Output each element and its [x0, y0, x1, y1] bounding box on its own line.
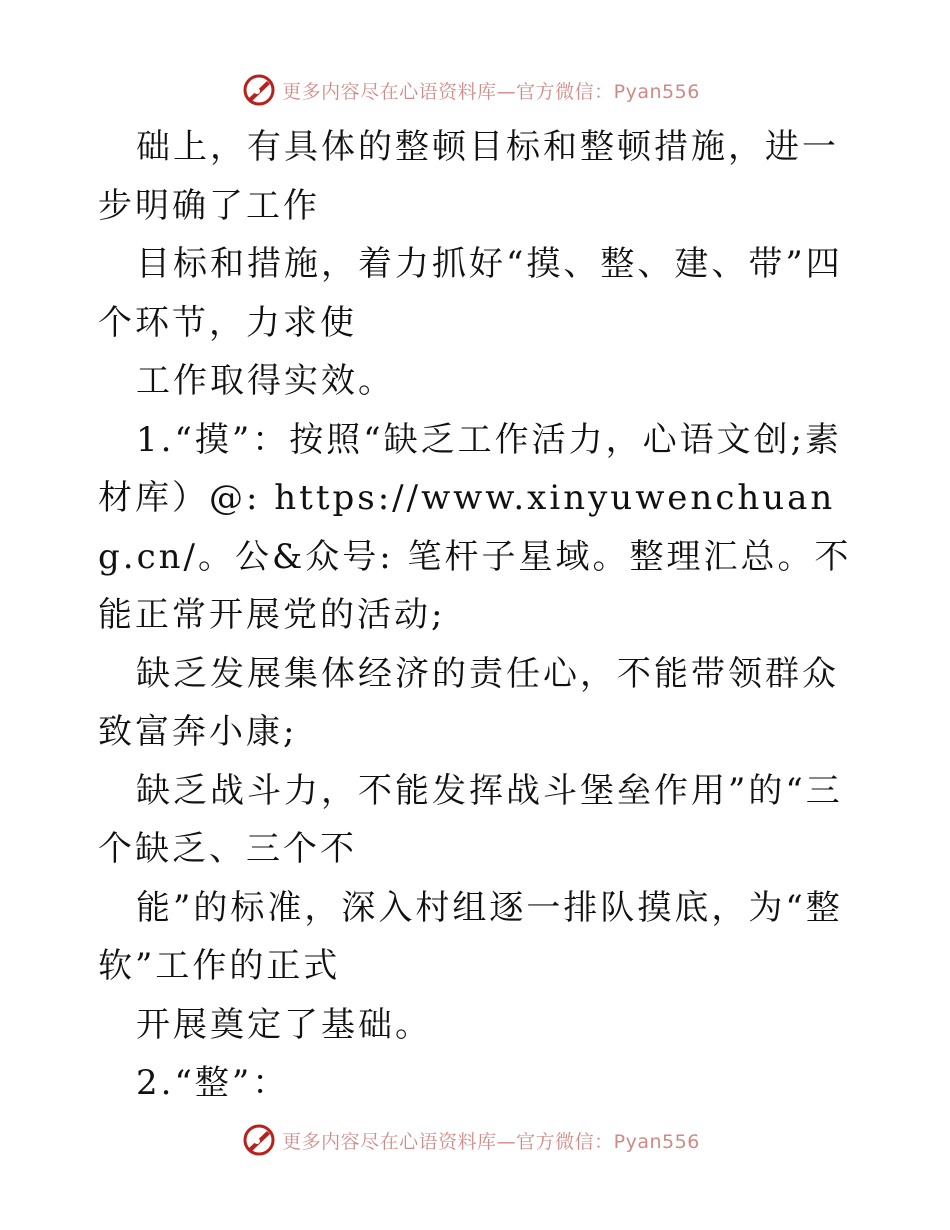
paragraph: 缺乏战斗力，不能发挥战斗堡垒作用”的“三个缺乏、三个不	[98, 770, 843, 869]
watermark-text: 更多内容尽在心语资料库—官方微信：Pyan556	[282, 1130, 700, 1153]
page-header-watermark	[0, 70, 950, 110]
paragraph: 1.“摸”：按照“缺乏工作活力，心语文创;素材库）@: https://www.xinyuwenchuang.cn/。公&众号: 笔杆子星域。整理汇总。不能正常开展党的活动;	[98, 419, 852, 635]
watermark-text: 更多内容尽在心语资料库—官方微信：Pyan556	[282, 80, 700, 103]
paragraph: 工作取得实效。	[136, 361, 395, 401]
page-footer-watermark	[0, 1120, 950, 1160]
paragraph: 能”的标准，深入村组逐一排队摸底，为“整软”工作的正式	[98, 887, 843, 986]
paragraph: 目标和措施，着力抓好“摸、整、建、带”四个环节，力求使	[98, 244, 843, 343]
paragraph: 础上，有具体的整顿目标和整顿措施，进一步明确了工作	[98, 127, 839, 226]
pen-logo-icon	[242, 73, 276, 107]
document-body	[98, 118, 858, 1113]
paragraph: 2.“整”：	[136, 1063, 290, 1103]
pen-logo-icon	[242, 1123, 276, 1157]
paragraph: 缺乏发展集体经济的责任心，不能带领群众致富奔小康;	[98, 653, 839, 752]
paragraph: 开展奠定了基础。	[136, 1004, 432, 1045]
